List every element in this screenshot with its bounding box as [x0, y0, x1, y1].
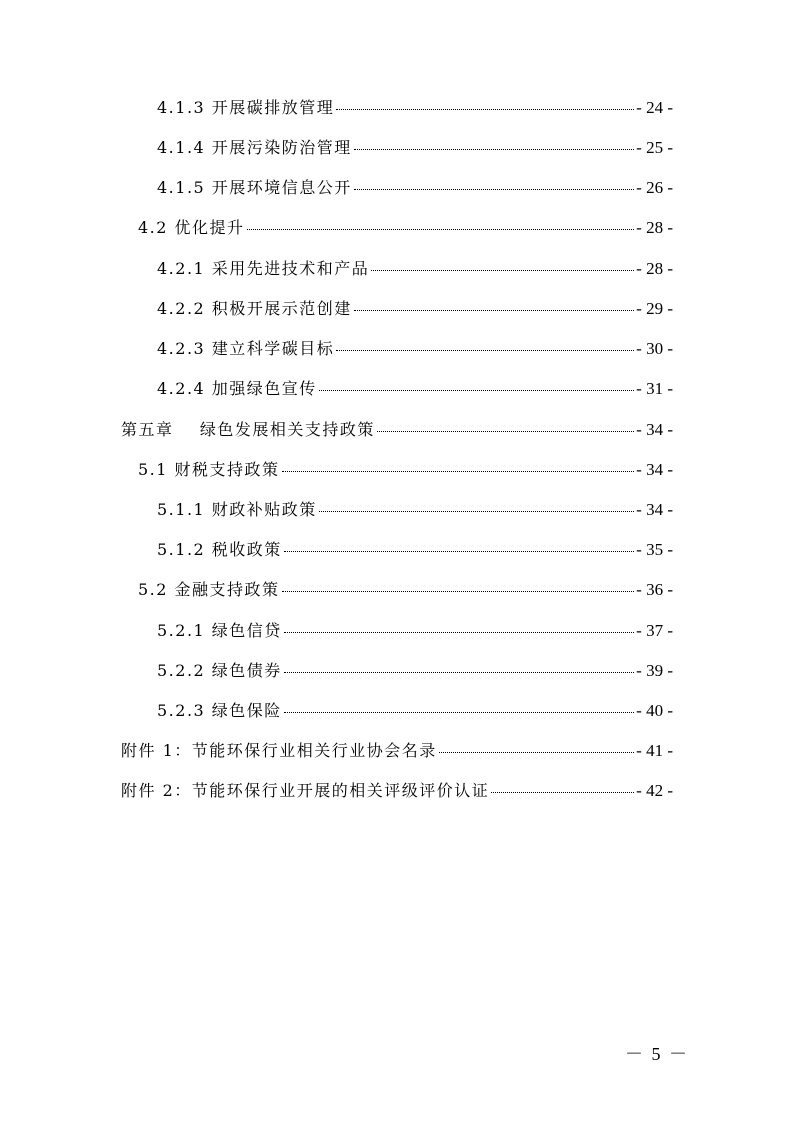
toc-entry[interactable]: [157, 621, 673, 641]
toc-entry[interactable]: [138, 218, 673, 238]
toc-dot-leader: [284, 551, 634, 552]
toc-dot-leader: [439, 752, 634, 753]
toc-entry-title: 5.2 金融支持政策: [138, 580, 280, 599]
toc-dot-leader: [354, 310, 634, 311]
toc-entry[interactable]: [121, 781, 673, 801]
toc-entry-page: - 36 -: [636, 580, 673, 599]
toc-entry-page: - 39 -: [636, 661, 673, 680]
toc-entry-title: 4.2.3 建立科学碳目标: [157, 339, 335, 358]
toc-entry[interactable]: [157, 299, 673, 319]
toc-entry-title: 5.1.1 财政补贴政策: [157, 500, 317, 519]
toc-entry-title: 4.2.4 加强绿色宣传: [157, 379, 317, 398]
toc-entry-page: - 41 -: [636, 741, 673, 760]
toc-entry-title: 第五章 绿色发展相关支持政策: [121, 420, 375, 439]
toc-entry[interactable]: [157, 138, 673, 158]
toc-dot-leader: [354, 189, 634, 190]
toc-entry-page: - 34 -: [636, 420, 673, 439]
toc-entry[interactable]: [121, 741, 673, 761]
toc-entry[interactable]: [157, 540, 673, 560]
toc-entry-page: - 25 -: [636, 138, 673, 157]
toc-dot-leader: [354, 149, 634, 150]
toc-dot-leader: [319, 390, 634, 391]
toc-dot-leader: [282, 471, 635, 472]
toc-entry[interactable]: [157, 98, 673, 118]
toc-entry-title: 附件 1：节能环保行业相关行业协会名录: [121, 741, 437, 760]
toc-dot-leader: [319, 511, 634, 512]
toc-entry-page: - 34 -: [636, 460, 673, 479]
page-number: － 5 －: [625, 1044, 689, 1064]
toc-entry-title: 附件 2：节能环保行业开展的相关评级评价认证: [121, 781, 490, 800]
toc-entry-title: 5.1 财税支持政策: [138, 460, 280, 479]
toc-dot-leader: [282, 591, 635, 592]
toc-entry[interactable]: [157, 339, 673, 359]
toc-dot-leader: [247, 229, 635, 230]
toc-dot-leader: [377, 431, 634, 432]
toc-entry-page: - 40 -: [636, 701, 673, 720]
toc-dot-leader: [284, 672, 634, 673]
toc-dot-leader: [284, 712, 634, 713]
toc-entry-page: - 29 -: [636, 299, 673, 318]
toc-entry-page: - 28 -: [636, 259, 673, 278]
toc-entry-page: - 37 -: [636, 621, 673, 640]
toc-entry[interactable]: [157, 701, 673, 721]
toc-dot-leader: [336, 350, 634, 351]
toc-entry[interactable]: [157, 259, 673, 279]
toc-entry[interactable]: [157, 500, 673, 520]
toc-entry-title: 4.1.4 开展污染防治管理: [157, 138, 352, 157]
toc-entry-title: 5.2.2 绿色债券: [157, 661, 282, 680]
toc-entry-page: - 42 -: [636, 781, 673, 800]
toc-entry-title: 4.2.1 采用先进技术和产品: [157, 259, 370, 278]
toc-entry[interactable]: [157, 379, 673, 399]
toc-entry-title: 4.2.2 积极开展示范创建: [157, 299, 352, 318]
toc-entry[interactable]: [157, 178, 673, 198]
toc-entry[interactable]: [157, 661, 673, 681]
toc-dot-leader: [491, 792, 634, 793]
toc-entry[interactable]: [121, 420, 673, 440]
toc-entry[interactable]: [138, 580, 673, 600]
toc-entry-title: 5.2.3 绿色保险: [157, 701, 282, 720]
toc-entry-page: - 30 -: [636, 339, 673, 358]
toc-entry-page: - 28 -: [636, 218, 673, 237]
toc-entry-title: 5.2.1 绿色信贷: [157, 621, 282, 640]
toc-entry-title: 5.1.2 税收政策: [157, 540, 282, 559]
toc-entry-page: - 26 -: [636, 178, 673, 197]
toc-entry-title: 4.1.5 开展环境信息公开: [157, 178, 352, 197]
toc-dot-leader: [371, 270, 634, 271]
toc-entry-page: - 24 -: [636, 98, 673, 117]
toc-entry-page: - 35 -: [636, 540, 673, 559]
toc-dot-leader: [284, 632, 634, 633]
toc-entry[interactable]: [138, 460, 673, 480]
toc-entry-page: - 31 -: [636, 379, 673, 398]
toc-entry-title: 4.2 优化提升: [138, 218, 245, 237]
toc-dot-leader: [336, 109, 634, 110]
toc-entry-title: 4.1.3 开展碳排放管理: [157, 98, 335, 117]
toc-entry-page: - 34 -: [636, 500, 673, 519]
